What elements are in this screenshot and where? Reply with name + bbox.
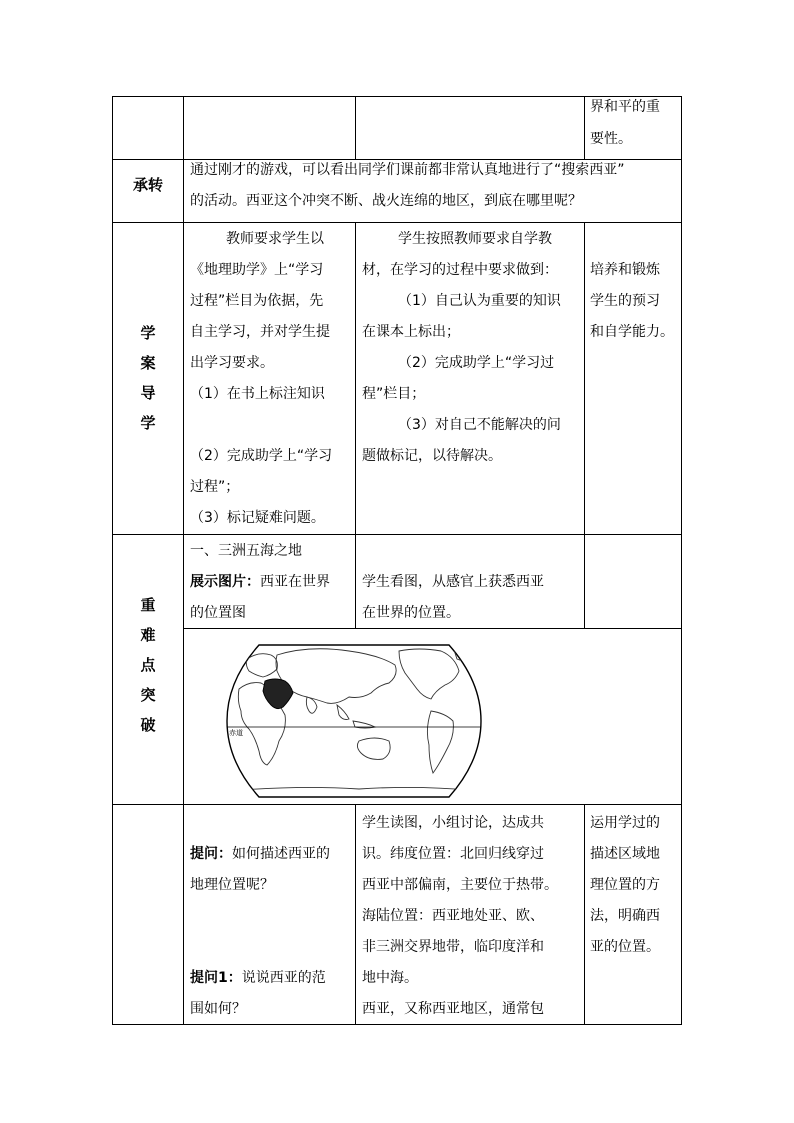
row5-purpose-line: 法，明确西 <box>590 908 660 924</box>
row5-purpose-line: 描述区域地 <box>590 846 660 862</box>
row5-purpose-line: 运用学过的 <box>590 815 660 831</box>
row4-label-char: 难 <box>140 626 156 644</box>
row2-label: 承转 <box>133 176 164 194</box>
row5-student-line: 地中海。 <box>362 970 418 986</box>
row5-purpose-line: 亚的位置。 <box>590 939 660 955</box>
row3-label-char: 学 <box>140 324 156 342</box>
purpose-line: 和自学能力。 <box>590 324 674 340</box>
teacher-line: 《地理助学》上“学习 <box>190 262 324 278</box>
question-1-label: 提问： <box>190 846 232 862</box>
row4-label-char: 突 <box>140 686 156 704</box>
row2-text-line: 通过刚才的游戏，可以看出同学们课前都非常认真地进行了“搜索西亚” <box>190 162 625 178</box>
show-image-text: 西亚在世界 <box>260 574 330 590</box>
row4-label-char: 点 <box>140 656 156 674</box>
question-1-text: 如何描述西亚的 <box>232 846 330 862</box>
row4-student-line: 在世界的位置。 <box>362 605 460 621</box>
purpose-line: 学生的预习 <box>590 293 660 309</box>
row5-student-line: 识。纬度位置：北回归线穿过 <box>362 846 544 862</box>
row5-student-line: 西亚中部偏南，主要位于热带。 <box>362 877 558 893</box>
student-line: （2）完成助学上“学习过 <box>398 355 555 371</box>
question-1-line <box>190 839 330 870</box>
section-heading: 一、三洲五海之地 <box>190 543 302 559</box>
purpose-line: 培养和锻炼 <box>590 262 660 278</box>
student-line: 学生按照教师要求自学教 <box>398 231 552 247</box>
row1-purpose-line: 要性。 <box>590 131 632 147</box>
student-line: 程”栏目； <box>362 386 426 402</box>
row5-student-line: 非三洲交界地带，临印度洋和 <box>362 939 544 955</box>
row5-student-line: 学生读图，小组讨论，达成共 <box>362 815 544 831</box>
show-image-text-2: 的位置图 <box>190 605 246 621</box>
question-2-text-2: 围如何？ <box>190 1001 246 1017</box>
row3-label-char: 导 <box>140 384 156 402</box>
teacher-line: 教师要求学生以 <box>226 231 324 247</box>
row1-purpose-line: 界和平的重 <box>590 99 660 115</box>
teacher-line: （1）在书上标注知识 <box>190 386 325 402</box>
question-2-line <box>190 963 326 994</box>
show-image-line <box>190 567 330 598</box>
row5-student-line: 西亚，又称西亚地区，通常包 <box>362 1001 544 1017</box>
row5-purpose-line: 理位置的方 <box>590 877 660 893</box>
student-line: （3）对自己不能解决的问 <box>398 417 561 433</box>
student-line: 题做标记，以待解决。 <box>362 448 502 464</box>
teacher-line: 过程”栏目为依据，先 <box>190 293 324 309</box>
student-line: 在课本上标出； <box>362 324 460 340</box>
question-1-text-2: 地理位置呢？ <box>190 877 274 893</box>
map-equator-label: 赤道 <box>229 729 243 737</box>
row4-label-char: 重 <box>140 596 156 614</box>
student-line: 材，在学习的过程中要求做到： <box>362 262 558 278</box>
teacher-line: 过程”； <box>190 479 240 495</box>
world-map-image <box>219 641 489 801</box>
teacher-line: 自主学习，并对学生提 <box>190 324 330 340</box>
student-line: （1）自己认为重要的知识 <box>398 293 561 309</box>
teacher-line: 出学习要求。 <box>190 355 274 371</box>
row4-label-char: 破 <box>140 716 156 734</box>
teacher-line: （2）完成助学上“学习 <box>190 448 333 464</box>
row3-label-char: 案 <box>140 354 156 372</box>
row5-student-line: 海陆位置：西亚地处亚、欧、 <box>362 908 544 924</box>
row3-label-char: 学 <box>140 414 156 432</box>
teacher-line: （3）标记疑难问题。 <box>190 510 325 526</box>
row2-text-line: 的活动。西亚这个冲突不断、战火连绵的地区，到底在哪里呢？ <box>190 193 582 209</box>
question-2-label: 提问1： <box>190 970 242 986</box>
question-2-text: 说说西亚的范 <box>241 970 326 986</box>
row4-student-line: 学生看图，从感官上获悉西亚 <box>362 574 544 590</box>
show-image-label: 展示图片： <box>190 574 260 590</box>
